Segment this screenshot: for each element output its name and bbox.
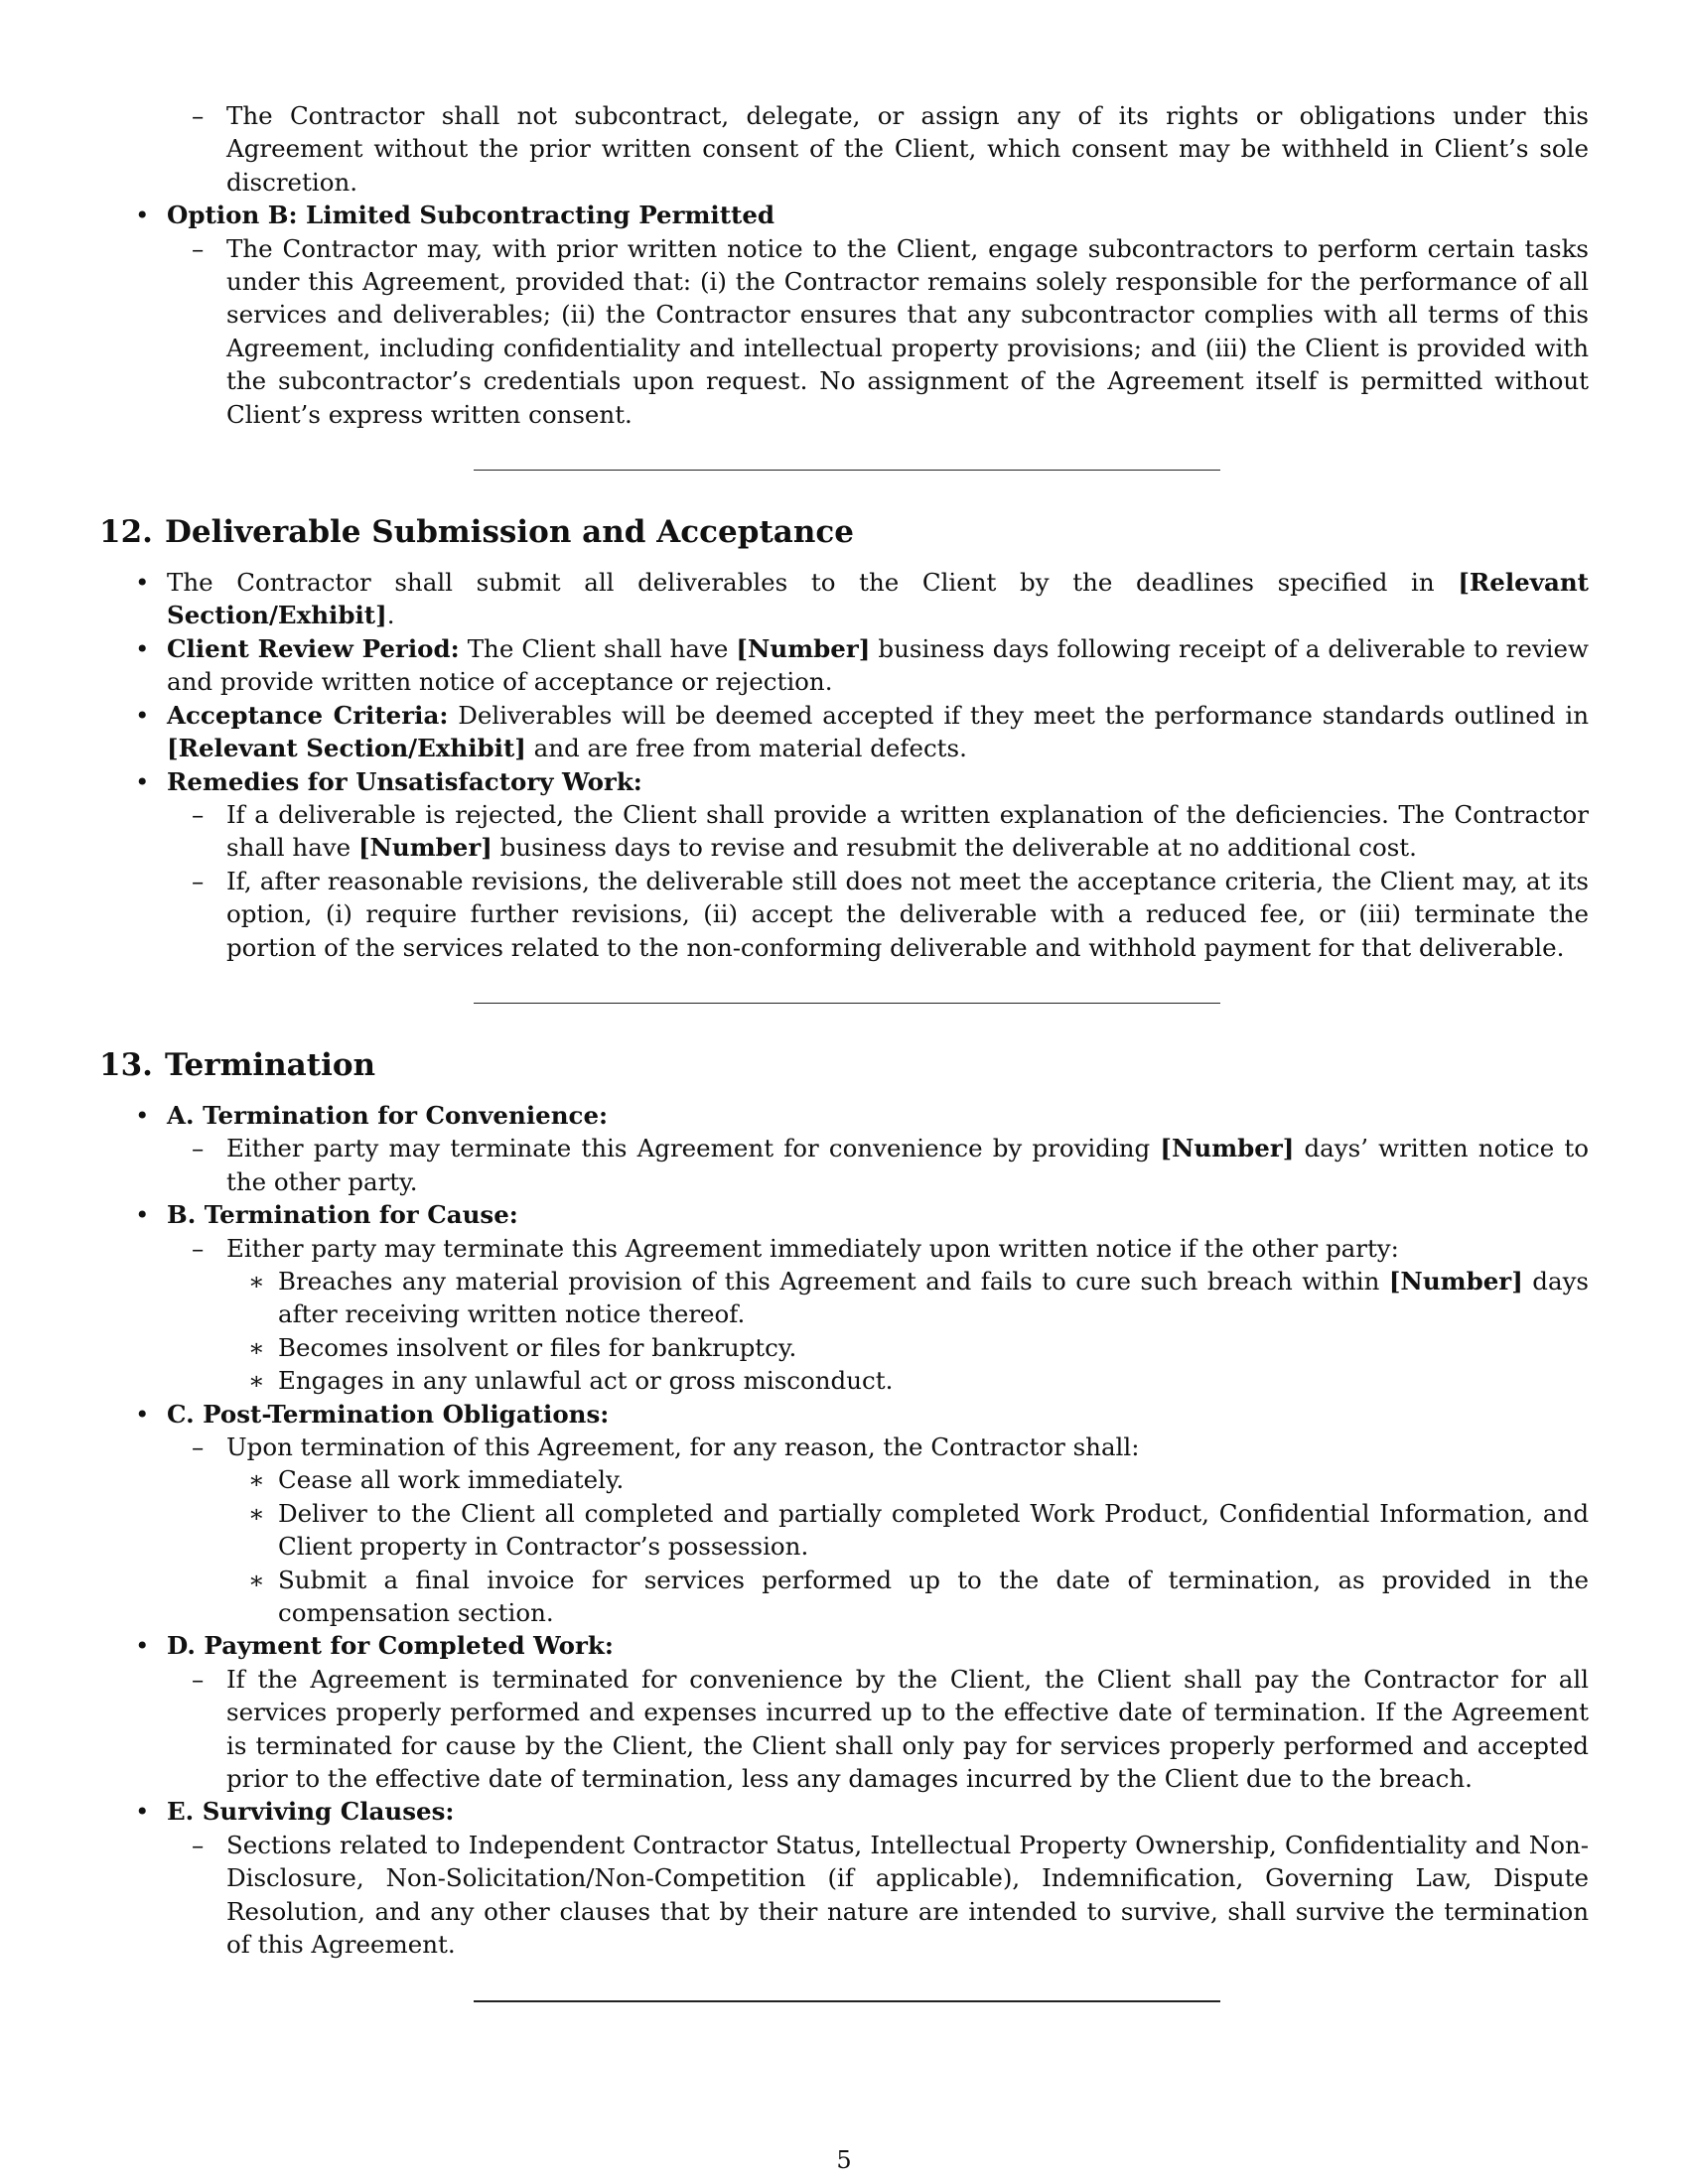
- document-page: [99, 99, 1589, 2002]
- placeholder-field: [Number]: [736, 633, 871, 663]
- item-label: D. Payment for Completed Work:: [167, 1631, 614, 1661]
- star-marker: ∗: [248, 1565, 265, 1594]
- dash-marker: –: [192, 233, 205, 263]
- option-b-text: The Contractor may, with prior written notice to the Client, engage subcontractors to perform certain tasks under this Agreement, provided that: (i) the Contractor remains solely responsible for the performance of all services and deliverables; (ii) the Contractor ensures that any subcontractor complies with all terms of this Agreement, including confidentiality and intellectual property provisions; and (iii) the Client is provided with the subcontractor’s credentials upon request. No assignment of the Agreement itself is permitted without Client’s express written consent.: [226, 233, 1589, 429]
- acceptance-criteria-item: • Acceptance Criteria: Deliverables will be deemed accepted if they meet the performance standards outlined in [Relevant Section/Exhibit] and are free from material defects.: [135, 700, 1590, 763]
- star-marker: ∗: [248, 1332, 265, 1362]
- termination-convenience-item: [99, 1099, 1589, 1132]
- option-a-text: The Contractor shall not subcontract, delegate, or assign any of its rights or obligations under this Agreement without the prior written consent of the Client, which consent may be withheld in Client’s sole discretion.: [226, 101, 1589, 197]
- bullet-marker: •: [135, 1200, 150, 1230]
- section-number: 13.: [99, 1046, 153, 1083]
- post-termination-subitem: ∗ Deliver to the Client all completed and partially completed Work Product, Confidential Information, and Client property in Contractor’s possession.: [248, 1498, 1589, 1562]
- client-review-period-item: • Client Review Period: The Client shall have [Number] business days following receipt of a deliverable to review and provide written notice of acceptance or rejection.: [135, 633, 1589, 697]
- bullet-marker: •: [135, 766, 150, 796]
- surviving-clauses-detail: – Sections related to Independent Contractor Status, Intellectual Property Ownership, Confidentiality and Non-Disclosure, Non-Solicitation/Non-Competition (if applicable), Indemnification, Governing Law, Dispute Resolution, and any other clauses that by their nature are intended to survive, shall survive the termination of this Agreement.: [192, 1830, 1589, 1960]
- deliverable-submission-item: • The Contractor shall submit all deliverables to the Client by the deadlines specified in [Relevant Section/Exhibit].: [135, 568, 1589, 630]
- section-number: 12.: [99, 514, 153, 551]
- bullet-marker: •: [135, 633, 150, 663]
- post-termination-subitem: ∗ Cease all work immediately.: [99, 1463, 1589, 1496]
- section-title: Deliverable Submission and Acceptance: [165, 514, 854, 551]
- item-label: C. Post-Termination Obligations:: [167, 1399, 610, 1429]
- bullet-marker: •: [135, 568, 150, 598]
- dash-marker: –: [192, 1830, 205, 1859]
- dash-marker: –: [192, 1134, 205, 1163]
- bullet-marker: •: [135, 1399, 150, 1429]
- page-number: 5: [836, 2146, 852, 2174]
- placeholder-field: [Number]: [357, 833, 492, 863]
- bullet-marker: •: [135, 700, 150, 730]
- remedies-subitem-1: – If a deliverable is rejected, the Client shall provide a written explanation of the deficiencies. The Contractor shall have [Number] business days to revise and resubmit the deliverable at no additional cost.: [192, 799, 1589, 863]
- section-divider: [474, 2000, 1220, 2002]
- section-divider: [474, 470, 1220, 471]
- dash-marker: –: [192, 866, 205, 895]
- placeholder-field: [Number]: [1388, 1266, 1523, 1296]
- placeholder-field: [Number]: [1160, 1134, 1295, 1163]
- dash-marker: –: [192, 1233, 205, 1263]
- section-13-heading: [99, 1045, 1589, 1085]
- surviving-clauses-item: [99, 1795, 1589, 1828]
- remedies-item: [99, 765, 1589, 798]
- payment-completed-work-item: [99, 1629, 1589, 1662]
- termination-cause-subitem: ∗ Becomes insolvent or files for bankruptcy.: [99, 1331, 1589, 1364]
- section-title: Termination: [165, 1046, 376, 1083]
- bullet-marker: •: [135, 1100, 150, 1130]
- termination-convenience-detail: – Either party may terminate this Agreement for convenience by providing [Number] days’ written notice to the other party.: [192, 1134, 1589, 1196]
- placeholder-field: [Relevant Section/Exhibit]: [167, 734, 526, 763]
- item-label: Acceptance Criteria:: [167, 700, 449, 730]
- item-label: E. Surviving Clauses:: [167, 1797, 455, 1827]
- termination-cause-intro: – Either party may terminate this Agreement immediately upon written notice if the other party:: [99, 1232, 1589, 1265]
- termination-cause-subitem: ∗ Breaches any material provision of this Agreement and fails to cure such breach within [Number] days after receiving written notice thereof.: [248, 1266, 1589, 1329]
- item-label: Client Review Period:: [167, 633, 460, 663]
- termination-cause-subitem: ∗ Engages in any unlawful act or gross misconduct.: [99, 1364, 1589, 1397]
- option-b-detail: [99, 232, 1589, 431]
- placeholder-field: [Relevant Section/Exhibit]: [167, 568, 1589, 630]
- dash-marker: –: [192, 101, 205, 130]
- option-a-item: [99, 99, 1589, 199]
- section-12-heading: [99, 512, 1589, 552]
- dash-marker: –: [192, 1664, 205, 1694]
- item-label: B. Termination for Cause:: [167, 1200, 518, 1230]
- star-marker: ∗: [248, 1266, 265, 1296]
- item-label: A. Termination for Convenience:: [167, 1100, 609, 1130]
- item-label: Remedies for Unsatisfactory Work:: [167, 766, 642, 796]
- star-marker: ∗: [248, 1366, 265, 1396]
- post-termination-subitem: ∗ Submit a final invoice for services performed up to the date of termination, as provided in the compensation section.: [248, 1565, 1589, 1628]
- section-divider: [474, 1003, 1220, 1004]
- option-b-title: Option B: Limited Subcontracting Permitted: [167, 201, 775, 230]
- termination-cause-item: [99, 1198, 1589, 1231]
- post-termination-item: [99, 1398, 1589, 1431]
- option-b-item: [99, 199, 1589, 231]
- dash-marker: –: [192, 799, 205, 829]
- dash-marker: –: [192, 1433, 205, 1461]
- remedies-subitem-2: – If, after reasonable revisions, the deliverable still does not meet the acceptance criteria, the Client may, at its option, (i) require further revisions, (ii) accept the deliverable with a reduced fee, or (iii) terminate the portion of the services related to the non-conforming deliverable and withhold payment for that deliverable.: [192, 866, 1589, 962]
- star-marker: ∗: [248, 1498, 265, 1528]
- payment-completed-work-detail: – If the Agreement is terminated for convenience by the Client, the Client shall pay the Contractor for all services properly performed and expenses incurred up to the effective date of termination. If the Agreement is terminated for cause by the Client, the Client shall only pay for services properly performed and accepted prior to the effective date of termination, less any damages incurred by the Client due to the breach.: [192, 1664, 1589, 1794]
- bullet-marker: •: [135, 201, 150, 230]
- bullet-marker: •: [135, 1631, 150, 1661]
- bullet-marker: •: [135, 1797, 150, 1827]
- post-termination-intro: – Upon termination of this Agreement, for any reason, the Contractor shall:: [99, 1431, 1589, 1463]
- star-marker: ∗: [248, 1465, 265, 1495]
